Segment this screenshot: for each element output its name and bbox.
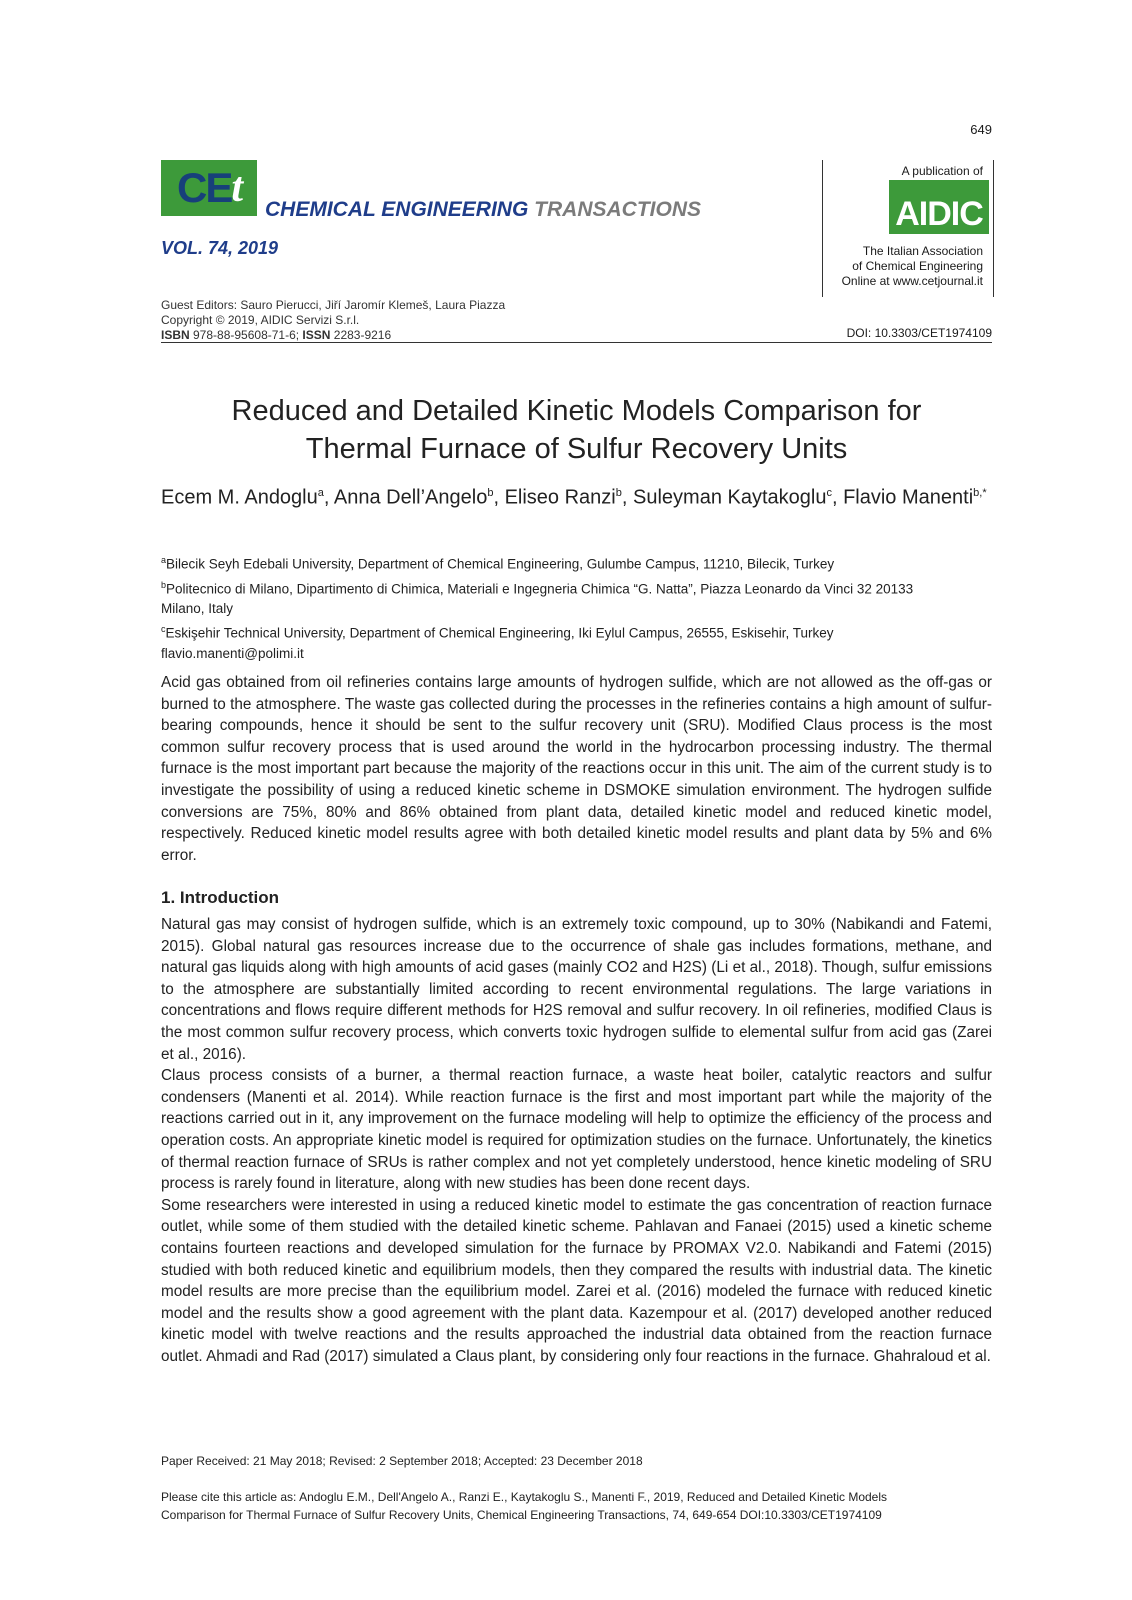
intro-paragraph-2: Claus process consists of a burner, a thermal reaction furnace, a waste heat boiler, catalytic reactors and sulfur condensers (Manenti et al. 2014). While reaction furnace is the first and most important part while the majority of the reactions carried out in it, any improvement on the furnace modeling will help to optimize the efficiency of the process and operation costs. An appropriate kinetic model is required for optimization studies on the furnace. Unfortunately, the kinetics of thermal reaction furnace of SRUs is rather complex and not yet completely understood, hence kinetic modeling of SRU process is rarely found in literature, along with new studies has been done recent days. <box>161 1067 992 1193</box>
intro-paragraph-1: Natural gas may consist of hydrogen sulfide, which is an extremely toxic compound, up to 30% (Nabikandi and Fatemi, 2015). Global natural gas resources increase due to the occurrence of shale gas includes formations, methane, and natural gas liquids along with high amounts of acid gases (mainly CO2 and H2S) (Li et al., 2018). Though, sulfur emissions to the atmosphere are substantially limited according to recent environmental regulations. The large variations in concentrations and flows require different methods for H2S removal and sulfur recovery. In oil refineries, modified Claus is the most common sulfur recovery process, which converts toxic hydrogen sulfide to elemental sulfur from acid gas (Zarei et al., 2016). <box>161 916 992 1063</box>
copyright-line: Copyright © 2019, AIDIC Servizi S.r.l. <box>161 313 360 327</box>
author: Eliseo Ranzi <box>504 486 616 509</box>
author-list: Ecem M. Andoglu$^a$, Anna Dell’Angelo$^b$, Eliseo Ranzi$^b$, Suleyman Kaytakoglu$^c$, Flavio Manenti$^{b,*}$ <box>161 486 987 509</box>
citation-line-2: Comparison for Thermal Furnace of Sulfur Recovery Units, Chemical Engineering Transactions, 74, 649-654 DOI:10.3303/CET1974109 <box>161 1508 882 1522</box>
corresponding-email: flavio.manenti@polimi.it <box>161 645 304 661</box>
citation-line-1: Please cite this article as: Andoglu E.M., Dell'Angelo A., Ranzi E., Kaytakoglu S., Manenti F., 2019, Reduced and Detailed Kinetic Models <box>161 1490 888 1504</box>
association-line-3: Online at www.cetjournal.it <box>841 274 983 288</box>
header-divider <box>161 342 992 343</box>
affiliation-b: $^b$Politecnico di Milano, Dipartimento di Chimica, Materiali e Ingegneria Chimica “G. Natta”, Piazza Leonardo da Vinci 32 20133 Milano, Italy <box>161 579 914 616</box>
association-line-1: The Italian Association <box>862 244 983 258</box>
article-title <box>161 392 992 468</box>
volume-label: VOL. 74, 2019 <box>161 238 279 258</box>
author: Ecem M. Andoglu <box>161 486 318 509</box>
received-dates: Paper Received: 21 May 2018; Revised: 2 September 2018; Accepted: 23 December 2018 <box>161 1454 643 1468</box>
journal-name-transactions: TRANSACTIONS <box>534 198 701 221</box>
aidic-logo: AIDIC <box>889 180 989 234</box>
author: Anna Dell’Angelo <box>333 486 488 509</box>
title-line-1: Reduced and Detailed Kinetic Models Comparison for <box>231 395 922 427</box>
doi-label: DOI: 10.3303/CET1974109 <box>846 326 992 340</box>
affiliation-c: $^c$Eskişehir Technical University, Department of Chemical Engineering, Iki Eylul Campus, 26555, Eskisehir, Turkey <box>161 624 834 641</box>
isbn-issn-line: ISBN 978-88-95608-71-6; ISSN 2283-9216 <box>161 328 392 342</box>
affiliation-a: $^a$Bilecik Seyh Edebali University, Department of Chemical Engineering, Gulumbe Campus, 11210, Bilecik, Turkey <box>161 555 835 572</box>
cet-logo-ce: CE <box>176 164 232 211</box>
guest-editors-line: Guest Editors: Sauro Pierucci, Jiří Jaromír Klemeš, Laura Piazza <box>161 298 506 312</box>
section-heading-introduction: 1. Introduction <box>161 888 280 907</box>
intro-paragraph-3: Some researchers were interested in using a reduced kinetic model to estimate the gas concentration of reaction furnace outlet, while some of them studied with the detailed kinetic scheme. Pahlavan and Fanaei (2015) used a kinetic scheme contains fourteen reactions and developed simulation for the furnace by PROMAX V2.0. Nabikandi and Fatemi (2015) studied with both reduced kinetic and equilibrium models, then they compared the results with industrial data. The kinetic model results are more precise than the equilibrium model. Zarei et al. (2016) modeled the furnace with reduced kinetic model and the results show a good agreement with the plant data. Kazempour et al. (2017) developed another reduced kinetic model with twelve reactions and the results approached the industrial data obtained from the reaction furnace outlet. Ahmadi and Rad (2017) simulated a Claus plant, by considering only four reactions in the furnace. Ghahraloud et al. <box>161 1196 992 1365</box>
cet-logo-t: t <box>231 165 242 211</box>
citation-info <box>161 1488 887 1524</box>
association-line-2: of Chemical Engineering <box>852 259 983 273</box>
editorial-info <box>161 298 505 343</box>
guest-editors: Sauro Pierucci, Jiří Jaromír Klemeš, Laura Piazza <box>240 298 506 312</box>
journal-name-main: CHEMICAL ENGINEERING <box>265 198 529 221</box>
association-info <box>842 244 983 289</box>
author: Suleyman Kaytakoglu <box>633 486 827 509</box>
introduction-body <box>161 914 992 1367</box>
publisher-box <box>822 160 994 297</box>
affiliations <box>161 550 992 664</box>
cet-logo <box>161 160 257 216</box>
author: Flavio Manenti <box>843 486 974 509</box>
title-line-2: Thermal Furnace of Sulfur Recovery Units <box>305 433 848 465</box>
abstract: Acid gas obtained from oil refineries contains large amounts of hydrogen sulfide, which are not allowed as the off-gas or burned to the atmosphere. The waste gas collected during the processes in the refineries contains a high amount of sulfur-bearing compounds, hence it should be sent to the sulfur recovery unit (SRU). Modified Claus process is the most common sulfur recovery process that is used around the world in the hydrocarbon processing industry. The thermal furnace is the most important part because the majority of the reactions occur in this unit. The aim of the current study is to investigate the possibility of using a reduced kinetic scheme in DSMOKE simulation environment. The hydrogen sulfide conversions are 75%, 80% and 86% obtained from plant data, detailed kinetic model and reduced kinetic model, respectively. Reduced kinetic model results agree with both detailed kinetic model results and plant data by 5% and 6% error. <box>161 674 992 864</box>
journal-name <box>265 198 701 222</box>
publication-of-label: A publication of <box>901 164 983 178</box>
page-number: 649 <box>970 122 992 137</box>
